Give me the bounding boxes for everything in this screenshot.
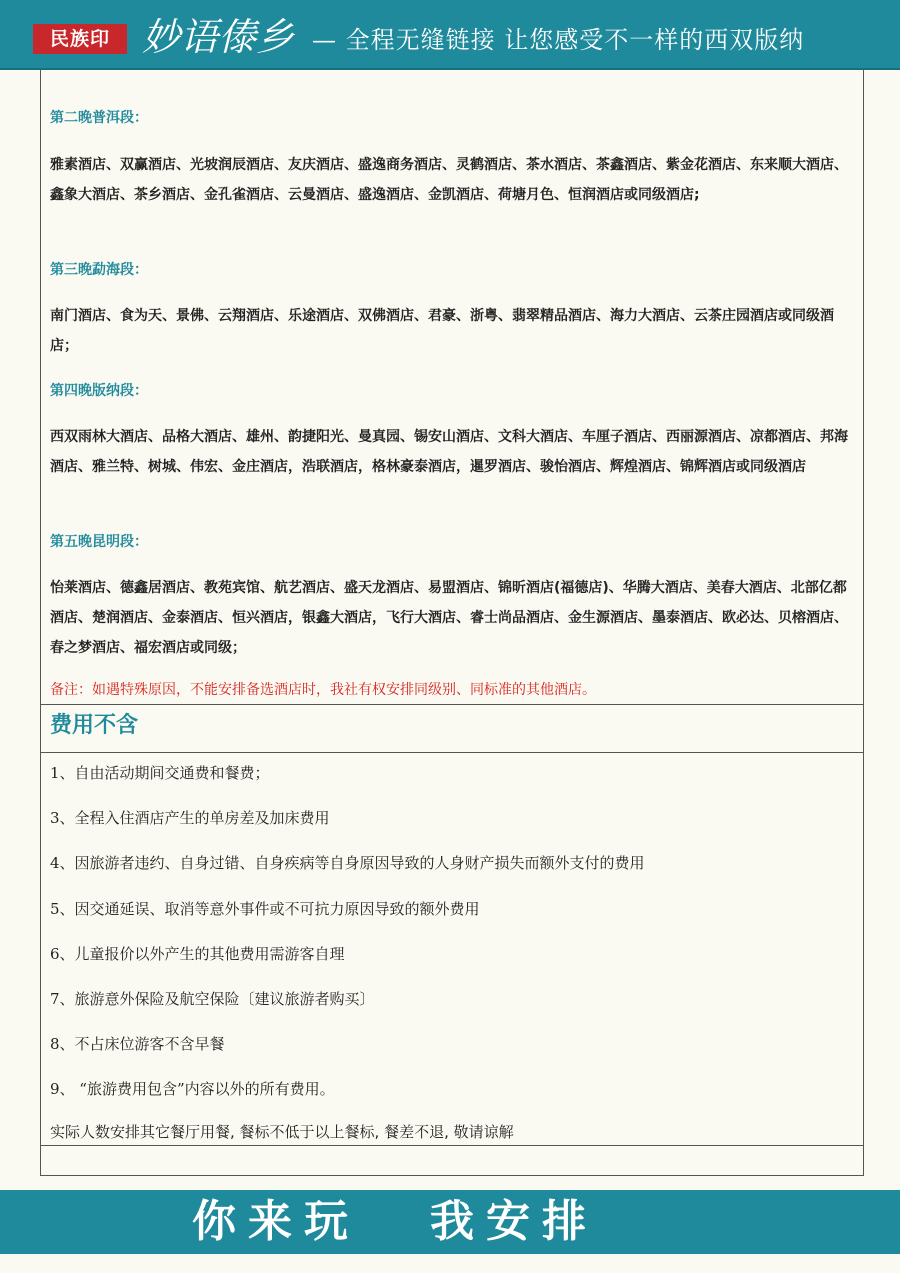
- exclusions-title: 费用不含: [50, 713, 139, 738]
- exclusion-item: 5、因交通延误、取消等意外事件或不可抗力原因导致的额外费用: [50, 900, 480, 918]
- exclusion-item: 4、因旅游者违约、自身过错、自身疾病等自身原因导致的人身财产损失而额外支付的费用: [50, 854, 645, 872]
- exclusion-item: 3、全程入住酒店产生的单房差及加床费用: [50, 809, 330, 827]
- exclusion-item: 9、 “旅游费用包含”内容以外的所有费用。: [50, 1080, 335, 1098]
- brand-title: 妙语傣乡: [142, 15, 295, 59]
- header-banner: [0, 0, 900, 70]
- hotel-list-night3: 南门酒店、食为天、景佛、云翔酒店、乐途酒店、双佛酒店、君豪、浙粤、翡翠精品酒店、海力大酒店、云茶庄园酒店或同级酒店；: [50, 308, 834, 354]
- hotel-list-night4: 西双雨林大酒店、品格大酒店、雄州、韵捷阳光、曼真园、锡安山酒店、文科大酒店、车厘子酒店、西丽源酒店、凉都酒店、邦海酒店、雅兰特、树城、伟宏、金庄酒店，浩联酒店，格林豪泰酒店，暹罗酒店、骏怡酒店、辉煌酒店、锦辉酒店或同级酒店: [50, 429, 848, 475]
- brand-logo: 民族印: [33, 24, 127, 54]
- divider: [41, 1145, 863, 1146]
- divider: [41, 704, 863, 705]
- exclusion-item: 8、不占床位游客不含早餐: [50, 1035, 225, 1053]
- brand-slogan: — 全程无缝链接 让您感受不一样的西双版纳: [312, 26, 805, 54]
- section-title-night5: 第五晚昆明段：: [50, 534, 148, 550]
- exclusion-item: 1、自由活动期间交通费和餐费；: [50, 764, 270, 782]
- footer-slogan-right: 我安排: [430, 1196, 598, 1247]
- section-title-night2: 第二晚普洱段：: [50, 110, 148, 126]
- footer-slogan-left: 你来玩: [192, 1196, 360, 1247]
- exclusion-item: 7、旅游意外保险及航空保险〔建议旅游者购买〕: [50, 990, 375, 1008]
- hotel-list-night5: 怡莱酒店、德鑫居酒店、教苑宾馆、航艺酒店、盛天龙酒店、易盟酒店、锦昕酒店(福德店)、华腾大酒店、美春大酒店、北部亿都酒店、楚润酒店、金泰酒店、恒兴酒店，银鑫大酒店，飞行大酒店、睿士尚品酒店、金生源酒店、墨泰酒店、欧必达、贝榕酒店、春之梦酒店、福宏酒店或同级；: [50, 580, 848, 656]
- section-title-night4: 第四晚版纳段：: [50, 383, 148, 399]
- exclusion-item: 6、儿童报价以外产生的其他费用需游客自理: [50, 945, 345, 963]
- footer-slogan: [192, 1190, 598, 1254]
- content-panel: [40, 70, 864, 1176]
- hotel-list-night2: 雅素酒店、双赢酒店、光坡润辰酒店、友庆酒店、盛逸商务酒店、灵鹤酒店、茶水酒店、茶鑫酒店、紫金花酒店、东来顺大酒店、鑫象大酒店、茶乡酒店、金孔雀酒店、云曼酒店、盛逸酒店、金凯酒店、荷塘月色、恒润酒店或同级酒店;: [50, 157, 848, 203]
- hotel-note: 备注：如遇特殊原因，不能安排备选酒店时，我社有权安排同级别、同标准的其他酒店。: [50, 682, 596, 698]
- exclusion-footnote: 实际人数安排其它餐厅用餐, 餐标不低于以上餐标, 餐差不退, 敬请谅解: [50, 1123, 514, 1141]
- section-title-night3: 第三晚勐海段：: [50, 262, 148, 278]
- divider: [41, 752, 863, 753]
- footer-banner: [0, 1190, 900, 1254]
